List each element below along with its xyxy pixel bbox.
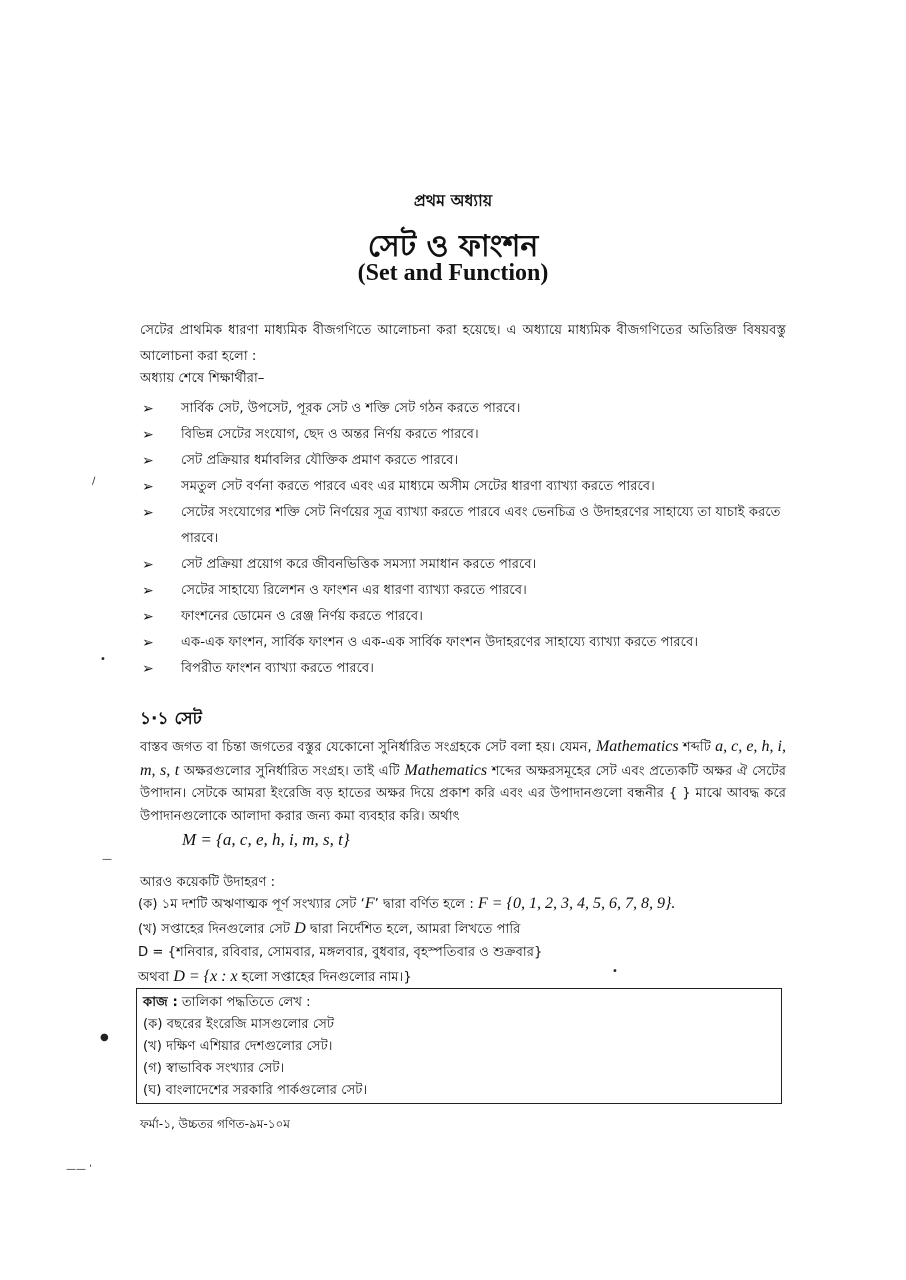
scan-speck: —— ˈ xyxy=(66,1164,92,1175)
arrow-bullet-icon: ➢ xyxy=(142,479,154,495)
arrow-bullet-icon: ➢ xyxy=(142,453,154,469)
task-list xyxy=(143,1014,775,1102)
arrow-bullet-icon: ➢ xyxy=(142,557,154,573)
objective-text: সেটের সংযোগের শক্তি সেট নির্ণয়ের সূত্র ব্যাখ্যা করতে পারবে এবং ভেনচিত্র ও উদাহরণের সাহায্যে তা যাচাই করতে পারবে। xyxy=(181,505,781,546)
list-item xyxy=(138,892,798,917)
set-definition-paragraph xyxy=(140,736,786,828)
examples-heading: আরও কয়েকটি উদাহরণ : xyxy=(140,875,276,890)
list-item: (ঘ) বাংলাদেশের সরকারি পার্কগুলোর সেট। xyxy=(143,1083,368,1098)
arrow-bullet-icon: ➢ xyxy=(142,609,154,625)
chapter-label: প্রথম অধ্যায় xyxy=(413,191,493,210)
objective-text: বিভিন্ন সেটের সংযোগ, ছেদ ও অন্তর নির্ণয় করতে পারবে। xyxy=(181,427,479,442)
arrow-bullet-icon: ➢ xyxy=(142,583,154,599)
example-text: ’ দ্বারা বর্ণিত হলে : xyxy=(374,897,478,912)
arrow-bullet-icon: ➢ xyxy=(142,401,154,417)
arrow-bullet-icon: ➢ xyxy=(142,427,154,443)
def-text: বাস্তব জগত বা চিন্তা জগতের বস্তুর যেকোনো সুনির্ধারিত সংগ্রহকে সেট বলা হয়। যেমন, xyxy=(140,740,596,755)
task-instruction: তালিকা পদ্ধতিতে লেখ : xyxy=(177,995,311,1010)
task-box xyxy=(136,988,782,1104)
def-text: শব্দের অক্ষরসমূহের সেট এবং প্রত্যেকটি অক্ষর ঐ সেটের উপাদান। সেটকে আমরা ইংরেজি বড় হাতের অক্ষর দিয়ে প্রকাশ করি এবং এর উপাদানগুলো বন্ধনীর { } মাঝে আবদ্ধ করে উপাদানগুলোকে আলাদা করার জন্য কমা ব্যবহার করি। অর্থাৎ xyxy=(140,763,786,824)
objective-text: এক-এক ফাংশন, সার্বিক ফাংশন ও এক-এক সার্বিক ফাংশন উদাহরণের সাহায্যে ব্যাখ্যা করতে পারবে। xyxy=(181,635,699,650)
objective-text: সেট প্রক্রিয়া প্রয়োগ করে জীবনভিত্তিক সমস্যা সমাধান করতে পারবে। xyxy=(181,557,537,572)
objective-text: বিপরীত ফাংশন ব্যাখ্যা করতে পারবে। xyxy=(181,661,374,676)
list-item xyxy=(140,396,790,422)
task-label: কাজ : xyxy=(143,995,178,1010)
list-item xyxy=(138,965,798,990)
objective-text: সমতুল সেট বর্ণনা করতে পারবে এবং এর মাধ্যমে অসীম সেটের ধারণা ব্যাখ্যা করতে পারবে। xyxy=(181,479,655,494)
arrow-bullet-icon: ➢ xyxy=(142,505,154,521)
def-text: অক্ষরগুলোর সুনির্ধারিত সংগ্রহ। তাই এটি xyxy=(179,763,405,779)
scan-speck: • xyxy=(100,654,106,665)
chapter-subtitle: (Set and Function) xyxy=(357,260,549,286)
chapter-title: সেট ও ফাংশন xyxy=(367,229,539,264)
list-item xyxy=(140,552,790,578)
list-item xyxy=(138,917,798,942)
arrow-bullet-icon: ➢ xyxy=(142,661,154,677)
task-heading xyxy=(143,992,775,1014)
scan-speck: ● xyxy=(100,1032,109,1043)
list-item: (ক) বছরের ইংরেজি মাসগুলোর সেট xyxy=(143,1017,335,1032)
objective-text: সেটের সাহায্যে রিলেশন ও ফাংশন এর ধারণা ব্যাখ্যা করতে পারবে। xyxy=(181,583,527,598)
scan-speck: — xyxy=(102,854,112,865)
list-item xyxy=(140,448,790,474)
objectives-list xyxy=(140,396,790,682)
list-item: (গ) স্বাভাবিক সংখ্যার সেট। xyxy=(143,1061,285,1076)
objective-text: সার্বিক সেট, উপসেট, পূরক সেট ও শক্তি সেট গঠন করতে পারবে। xyxy=(181,401,521,416)
list-item xyxy=(140,578,790,604)
learners-label: অধ্যায় শেষে শিক্ষার্থীরা– xyxy=(140,371,265,386)
section-title: ১·১ সেট xyxy=(140,709,202,729)
set-equation: M = {a, c, e, h, i, m, s, t} xyxy=(182,830,350,849)
list-item xyxy=(140,630,790,656)
example-var: D xyxy=(294,919,306,937)
arrow-bullet-icon: ➢ xyxy=(142,635,154,651)
def-letters: a, c, e, h, i, m, s, t xyxy=(140,738,786,779)
example-math: D = {x : x xyxy=(173,967,238,985)
example-text: দ্বারা নির্দেশিত হলে, আমরা লিখতে পারি xyxy=(305,921,521,937)
def-word: Mathematics xyxy=(404,761,488,779)
objective-text: সেট প্রক্রিয়ার ধর্মাবলির যৌক্তিক প্রমাণ করতে পারবে। xyxy=(181,453,459,468)
example-math: F = {0, 1, 2, 3, 4, 5, 6, 7, 8, 9}. xyxy=(477,895,676,912)
example-text: অথবা xyxy=(138,969,174,985)
intro-paragraph: সেটের প্রাথমিক ধারণা মাধ্যমিক বীজগণিতে আলোচনা করা হয়েছে। এ অধ্যায়ে মাধ্যমিক বীজগণিতের অতিরিক্ত বিষয়বস্তু আলোচনা করা হলো : xyxy=(140,323,786,364)
examples-list xyxy=(138,892,798,989)
list-item xyxy=(138,941,798,965)
scan-speck: • xyxy=(612,966,618,977)
list-item xyxy=(140,500,790,552)
example-text: (খ) সপ্তাহের দিনগুলোর সেট xyxy=(138,921,295,937)
list-item xyxy=(140,656,790,682)
scan-speck: ∕ xyxy=(92,476,96,487)
def-word: Mathematics xyxy=(595,738,679,755)
list-item xyxy=(140,474,790,500)
example-text: D = {শনিবার, রবিবার, সোমবার, মঙ্গলবার, বুধবার, বৃহস্পতিবার ও শুক্রবার} xyxy=(138,945,543,960)
objective-text: ফাংশনের ডোমেন ও রেঞ্জ নির্ণয় করতে পারবে। xyxy=(181,609,423,624)
def-text: শব্দটি xyxy=(678,740,716,755)
list-item xyxy=(140,422,790,448)
example-var: F xyxy=(364,895,375,912)
list-item: (খ) দক্ষিণ এশিয়ার দেশগুলোর সেট। xyxy=(143,1039,333,1054)
example-text: (ক) ১ম দশটি অঋণাত্মক পূর্ণ সংখ্যার সেট ‘ xyxy=(138,897,365,912)
list-item xyxy=(140,604,790,630)
example-text: হলো সপ্তাহের দিনগুলোর নাম।} xyxy=(237,969,412,985)
page-footer: ফর্মা-১, উচ্চতর গণিত-৯ম-১০ম xyxy=(140,1117,290,1131)
